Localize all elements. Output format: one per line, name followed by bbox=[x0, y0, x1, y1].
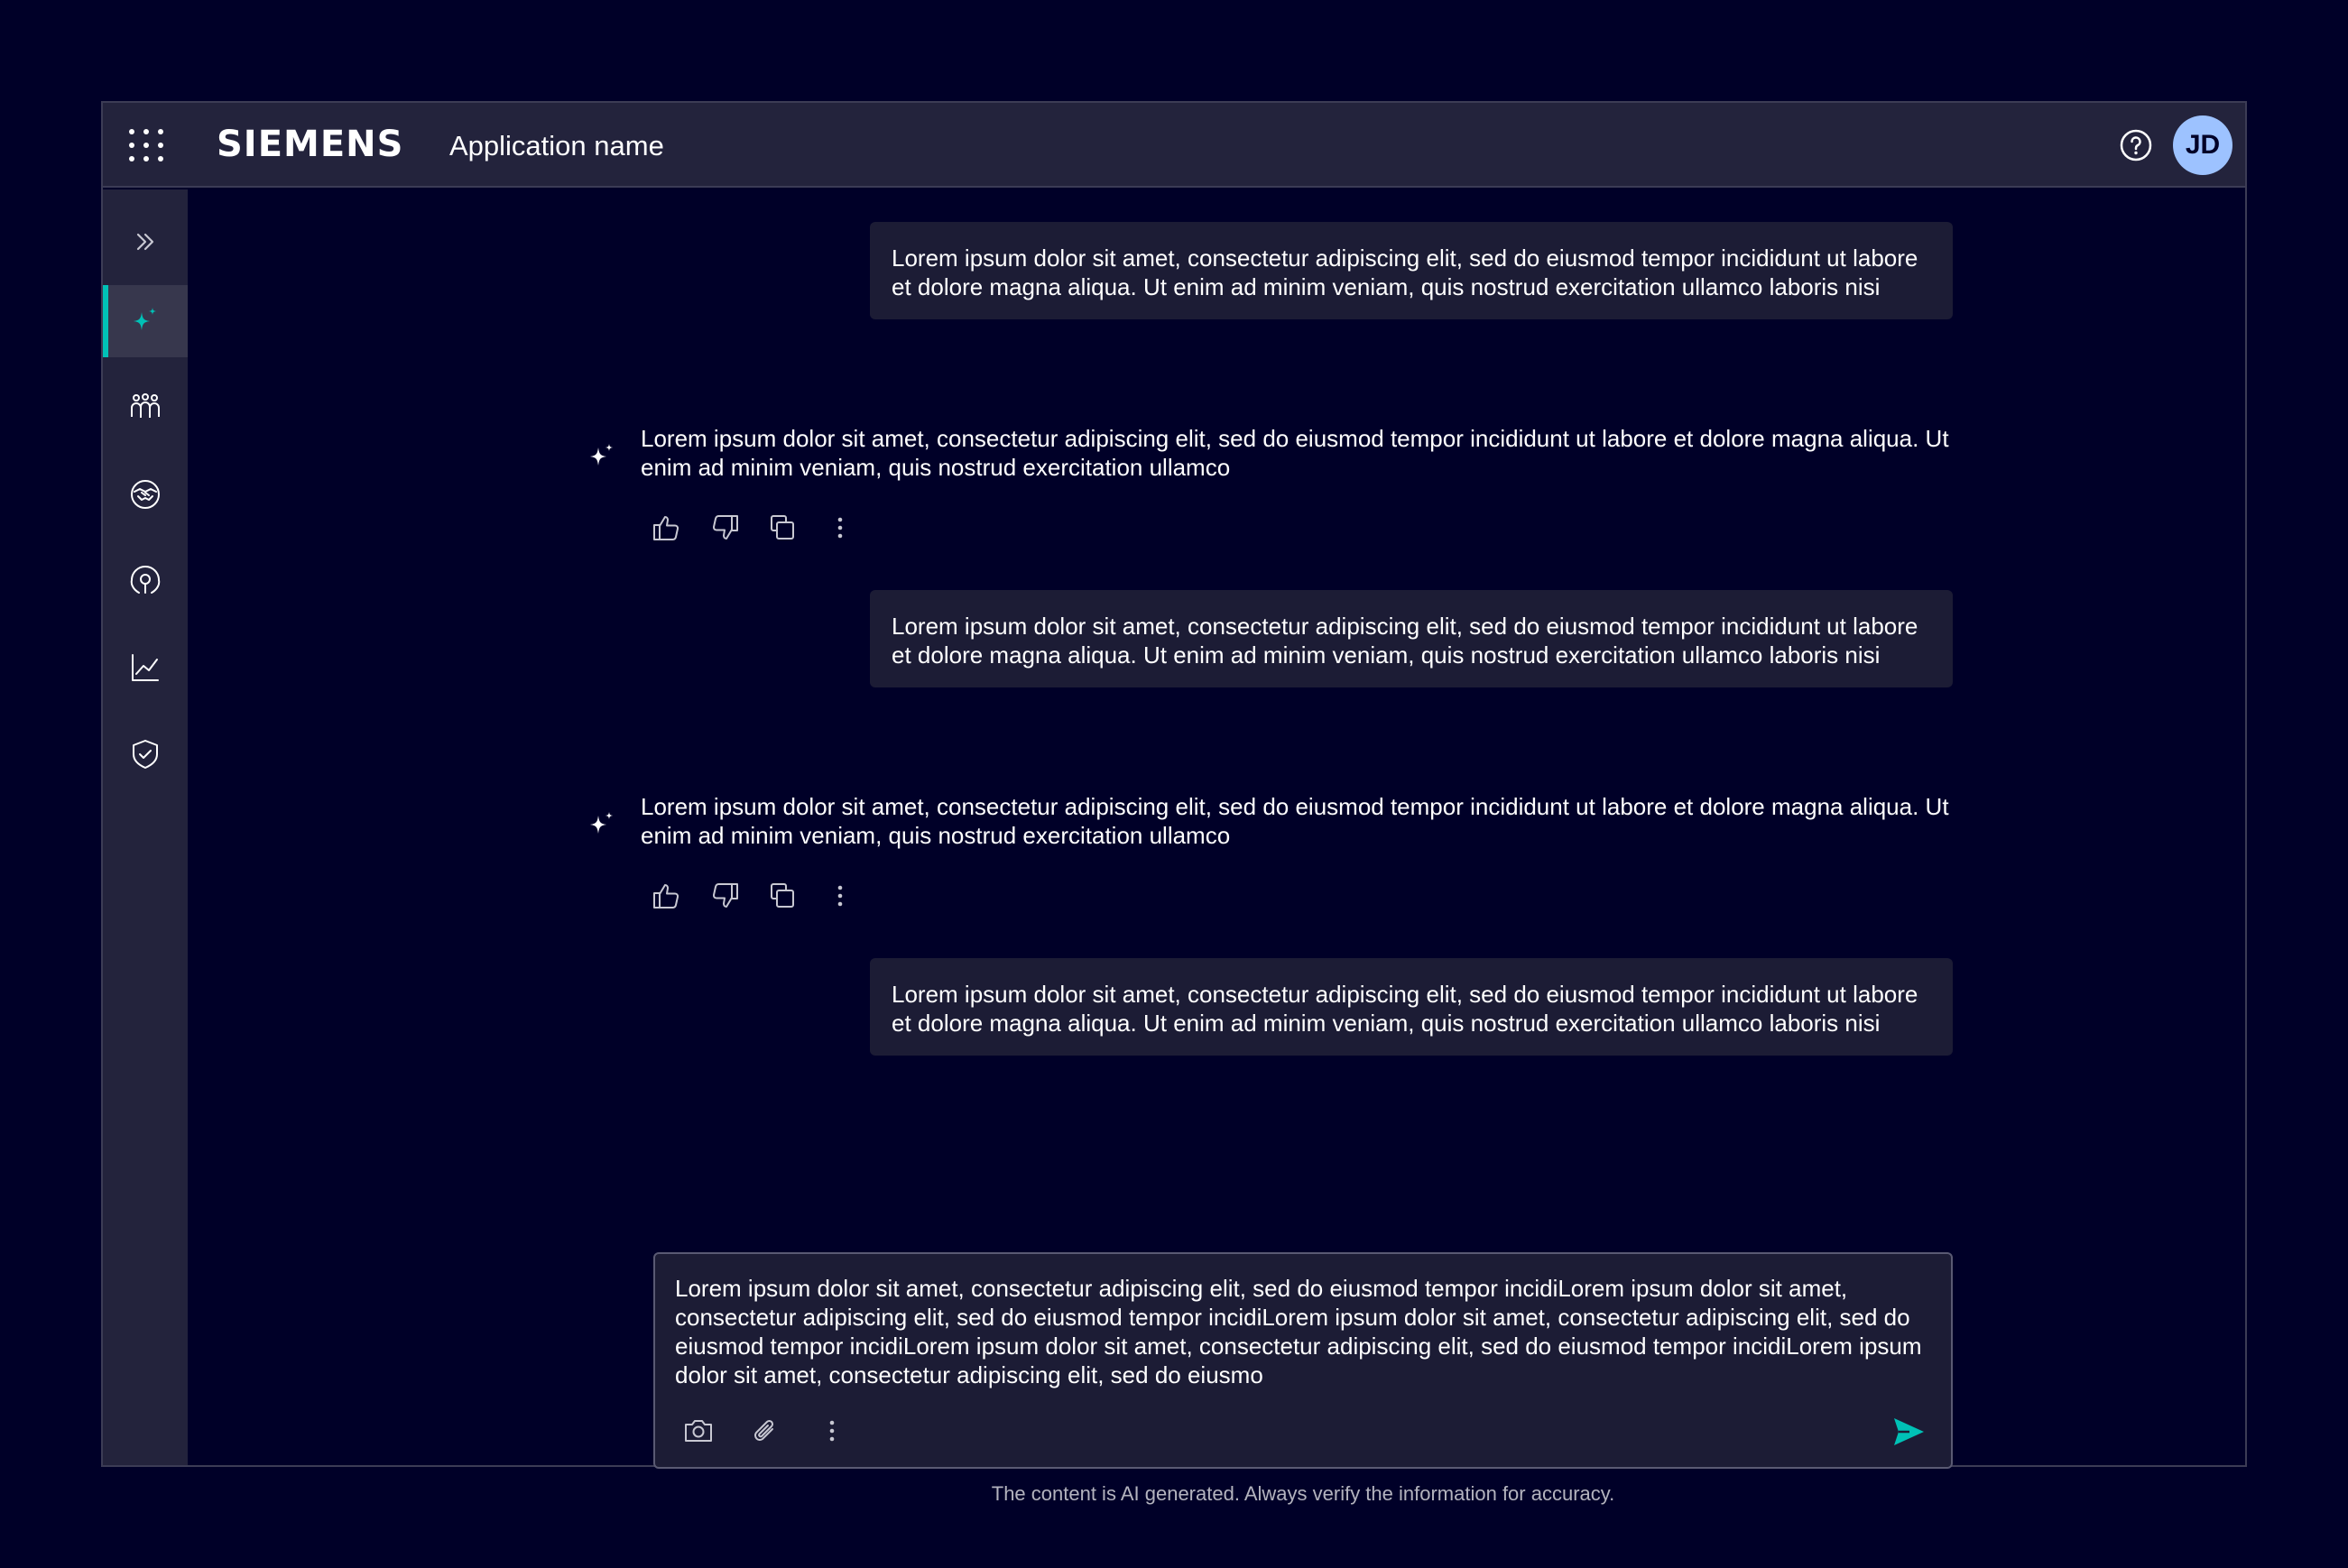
ai-message-actions bbox=[648, 877, 859, 917]
thumb-down-icon bbox=[708, 512, 741, 544]
sidebar-expand-button[interactable] bbox=[103, 206, 188, 278]
ai-message-text: Lorem ipsum dolor sit amet, consectetur adipiscing elit, sed do eiusmod tempor incididunt ut labore et dolore magna aliqua. Ut enim ad minim veniam, quis nostrud exercitation ullamco bbox=[641, 425, 1949, 481]
more-vertical-icon bbox=[824, 880, 856, 912]
more-options-button[interactable] bbox=[821, 509, 859, 547]
sidebar bbox=[103, 189, 188, 1465]
thumb-up-icon bbox=[651, 512, 683, 544]
ai-sparkle-icon bbox=[127, 303, 163, 339]
camera-icon bbox=[682, 1415, 715, 1447]
chevron-double-right-icon bbox=[127, 224, 163, 260]
thumb-down-button[interactable] bbox=[706, 509, 744, 547]
header-bar bbox=[103, 103, 2245, 188]
sidebar-item-people[interactable] bbox=[103, 372, 188, 444]
app-window bbox=[101, 101, 2247, 1505]
copy-icon bbox=[766, 512, 799, 544]
copy-icon bbox=[766, 880, 799, 912]
ai-sparkle-icon bbox=[585, 807, 621, 843]
chat-composer bbox=[653, 1252, 1953, 1469]
trend-chart-icon bbox=[127, 650, 163, 686]
app-name: Application name bbox=[449, 130, 664, 161]
avatar[interactable]: JD bbox=[2173, 115, 2232, 175]
send-icon bbox=[1890, 1413, 1927, 1451]
sidebar-item-partners[interactable] bbox=[103, 458, 188, 530]
sidebar-item-analytics[interactable] bbox=[103, 632, 188, 704]
thumb-up-icon bbox=[651, 880, 683, 912]
location-icon bbox=[127, 563, 163, 599]
attach-button[interactable] bbox=[747, 1413, 783, 1449]
handshake-icon bbox=[127, 476, 163, 512]
app-switcher-icon[interactable] bbox=[125, 125, 168, 166]
thumb-up-button[interactable] bbox=[648, 877, 686, 915]
help-circle-icon[interactable] bbox=[2119, 128, 2153, 162]
attachment-icon bbox=[749, 1415, 781, 1447]
shield-check-icon bbox=[127, 736, 163, 772]
more-options-button[interactable] bbox=[821, 877, 859, 915]
sidebar-item-security[interactable] bbox=[103, 718, 188, 790]
copy-button[interactable] bbox=[763, 509, 801, 547]
sidebar-item-ai-assistant[interactable] bbox=[103, 285, 188, 357]
ai-message-actions bbox=[648, 509, 859, 549]
ai-disclaimer: The content is AI generated. Always verify the information for accuracy. bbox=[991, 1482, 1615, 1505]
sidebar-item-location[interactable] bbox=[103, 545, 188, 617]
copy-button[interactable] bbox=[763, 877, 801, 915]
user-message: Lorem ipsum dolor sit amet, consectetur adipiscing elit, sed do eiusmod tempor incididunt ut labore et dolore magna aliqua. Ut enim ad minim veniam, quis nostrud exercitation ullamco laboris nisi bbox=[870, 590, 1953, 687]
composer-more-button[interactable] bbox=[814, 1413, 850, 1449]
thumb-down-button[interactable] bbox=[706, 877, 744, 915]
brand-logo: SIEMENS bbox=[217, 124, 404, 165]
send-button[interactable] bbox=[1890, 1413, 1927, 1451]
camera-button[interactable] bbox=[680, 1413, 716, 1449]
chat-area bbox=[188, 189, 2245, 1505]
more-vertical-icon bbox=[824, 512, 856, 544]
ai-message-text: Lorem ipsum dolor sit amet, consectetur adipiscing elit, sed do eiusmod tempor incididunt ut labore et dolore magna aliqua. Ut enim ad minim veniam, quis nostrud exercitation ullamco bbox=[641, 793, 1949, 849]
message-input[interactable]: Lorem ipsum dolor sit amet, consectetur adipiscing elit, sed do eiusmod tempor incidiLorem ipsum dolor sit amet, consectetur adipiscing elit, sed do eiusmod tempor incidiLorem ipsum dolor sit amet, consectetur adipiscing elit, sed do eiusmod tempor incidiLorem ipsum dolor sit amet, consectetur adipiscing elit, sed do eiusmod tempor incidiLorem ipsum dolor sit amet, consectetur adipiscing elit, sed do eiusmo bbox=[675, 1275, 1922, 1388]
thumb-down-icon bbox=[708, 880, 741, 912]
more-vertical-icon bbox=[816, 1415, 848, 1447]
ai-message bbox=[585, 792, 1956, 918]
composer-toolbar bbox=[680, 1413, 850, 1449]
ai-message bbox=[585, 424, 1956, 550]
people-icon bbox=[127, 390, 163, 426]
user-message: Lorem ipsum dolor sit amet, consectetur adipiscing elit, sed do eiusmod tempor incididunt ut labore et dolore magna aliqua. Ut enim ad minim veniam, quis nostrud exercitation ullamco laboris nisi bbox=[870, 958, 1953, 1056]
ai-sparkle-icon bbox=[585, 438, 621, 475]
thumb-up-button[interactable] bbox=[648, 509, 686, 547]
user-message: Lorem ipsum dolor sit amet, consectetur adipiscing elit, sed do eiusmod tempor incididunt ut labore et dolore magna aliqua. Ut enim ad minim veniam, quis nostrud exercitation ullamco laboris nisi bbox=[870, 222, 1953, 319]
